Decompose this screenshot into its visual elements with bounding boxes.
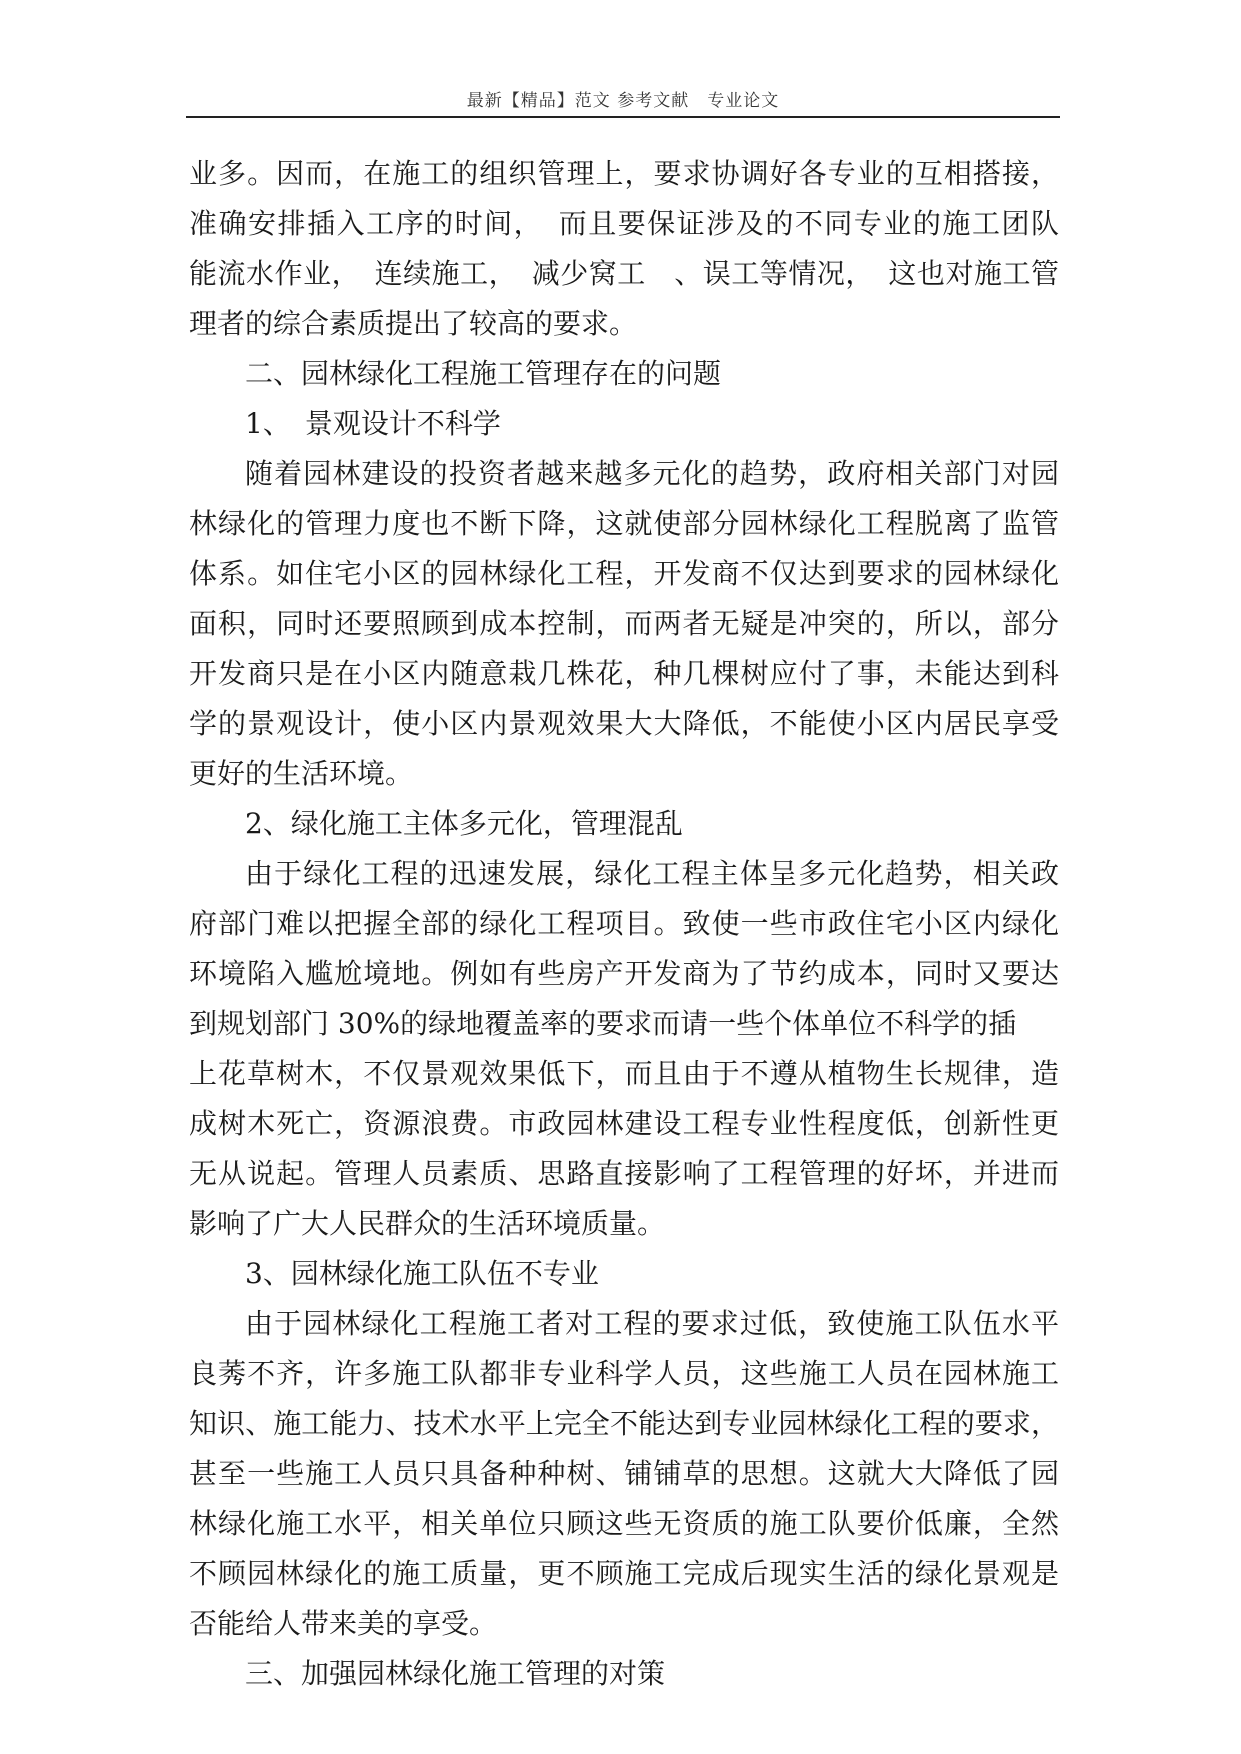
header-divider [186, 116, 1060, 118]
body-text-line: 府部门难以把握全部的绿化工程项目。致使一些市政住宅小区内绿化 [189, 907, 1059, 940]
body-text-line: 体系。如住宅小区的园林绿化工程，开发商不仅达到要求的园林绿化 [189, 557, 1059, 590]
section-heading: 2、绿化施工主体多元化，管理混乱 [245, 807, 683, 840]
body-text-line: 到规划部门 30%的绿地覆盖率的要求而请一些个体单位不科学的插 [189, 1007, 1017, 1040]
body-text-line: 环境陷入尴尬境地。例如有些房产开发商为了节约成本，同时又要达 [189, 957, 1059, 990]
body-text-line: 上花草树木，不仅景观效果低下，而且由于不遵从植物生长规律，造 [189, 1057, 1059, 1090]
body-text-line: 学的景观设计，使小区内景观效果大大降低，不能使小区内居民享受 [189, 707, 1059, 740]
body-text-line: 随着园林建设的投资者越来越多元化的趋势，政府相关部门对园 [245, 457, 1059, 490]
body-text-line: 准确安排插入工序的时间， 而且要保证涉及的不同专业的施工团队 [189, 207, 1059, 240]
section-heading: 二、园林绿化工程施工管理存在的问题 [245, 357, 722, 390]
section-heading: 三、加强园林绿化施工管理的对策 [245, 1657, 666, 1690]
body-text-line: 无从说起。管理人员素质、思路直接影响了工程管理的好坏，并进而 [189, 1157, 1059, 1190]
body-text-line: 理者的综合素质提出了较高的要求。 [189, 307, 638, 340]
body-text-line: 否能给人带来美的享受。 [189, 1607, 498, 1640]
body-text-line: 能流水作业， 连续施工， 减少窝工 、误工等情况， 这也对施工管 [189, 257, 1059, 290]
body-text-line: 面积，同时还要照顾到成本控制，而两者无疑是冲突的，所以，部分 [189, 607, 1059, 640]
body-text-line: 不顾园林绿化的施工质量，更不顾施工完成后现实生活的绿化景观是 [189, 1557, 1059, 1590]
body-text-line: 知识、施工能力、技术水平上完全不能达到专业园林绿化工程的要求， [189, 1407, 1059, 1440]
section-heading: 1、 景观设计不科学 [245, 407, 501, 440]
body-text-line: 影响了广大人民群众的生活环境质量。 [189, 1207, 666, 1240]
body-text-line: 由于绿化工程的迅速发展，绿化工程主体呈多元化趋势，相关政 [245, 857, 1059, 890]
body-text-line: 成树木死亡，资源浪费。市政园林建设工程专业性程度低，创新性更 [189, 1107, 1059, 1140]
body-text-line: 林绿化的管理力度也不断下降，这就使部分园林绿化工程脱离了监管 [189, 507, 1059, 540]
body-text-line: 林绿化施工水平，相关单位只顾这些无资质的施工队要价低廉，全然 [189, 1507, 1059, 1540]
document-body [189, 149, 1059, 1699]
body-text-line: 由于园林绿化工程施工者对工程的要求过低，致使施工队伍水平 [245, 1307, 1059, 1340]
body-text-line: 良莠不齐，许多施工队都非专业科学人员，这些施工人员在园林施工 [189, 1357, 1059, 1390]
section-heading: 3、园林绿化施工队伍不专业 [245, 1257, 599, 1290]
page-header: 最新【精品】范文 参考文献 专业论文 [466, 91, 780, 111]
body-text-line: 更好的生活环境。 [189, 757, 414, 790]
body-text-line: 甚至一些施工人员只具备种种树、铺铺草的思想。这就大大降低了园 [189, 1457, 1059, 1490]
body-text-line: 开发商只是在小区内随意栽几株花，种几棵树应付了事，未能达到科 [189, 657, 1059, 690]
body-text-line: 业多。因而，在施工的组织管理上，要求协调好各专业的互相搭接， [189, 157, 1059, 190]
